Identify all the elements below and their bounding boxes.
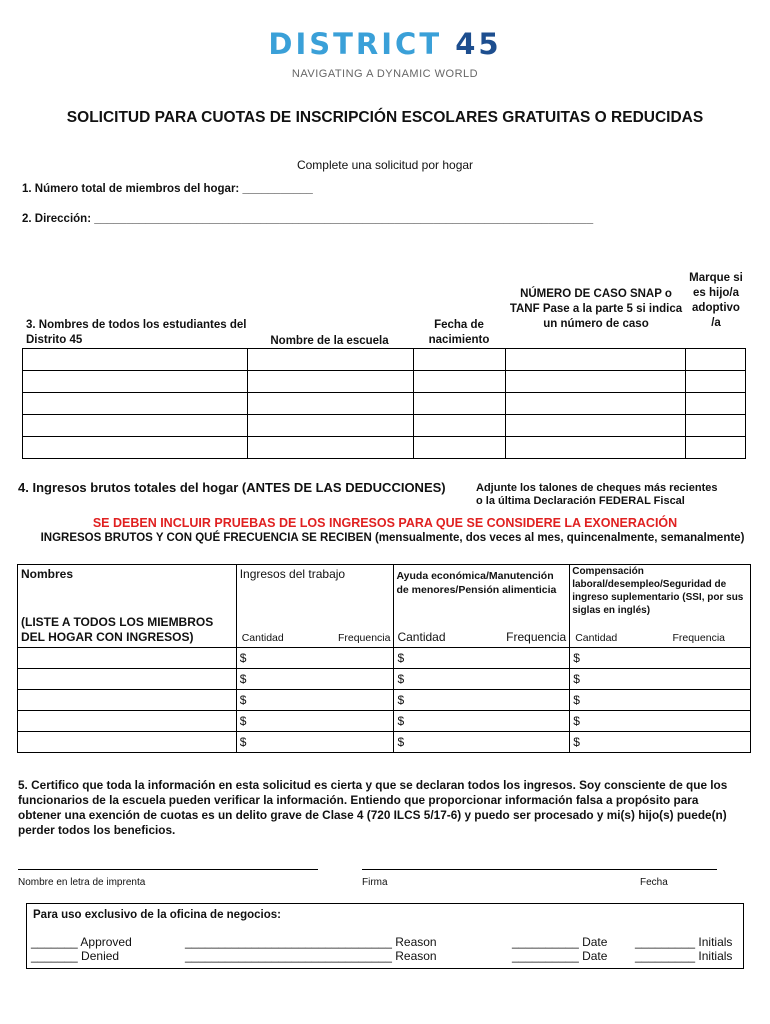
table-cell[interactable]	[686, 349, 746, 371]
table-row	[18, 690, 751, 711]
income-note-2: o la última Declaración FEDERAL Fiscal	[476, 495, 685, 507]
frequency-label: Frequencia	[672, 632, 725, 644]
reason-field-1[interactable]: _______________________________ Reason	[185, 935, 437, 949]
income-note-1: Adjunte los talones de cheques más recientes	[476, 482, 718, 494]
print-name-line[interactable]	[18, 869, 318, 870]
table-cell[interactable]	[686, 437, 746, 459]
income-table	[17, 564, 751, 753]
table-row	[18, 669, 751, 690]
col-list-label: (LISTE A TODOS LOS MIEMBROS DEL HOGAR CON INGRESOS)	[21, 615, 214, 644]
table-cell[interactable]	[686, 371, 746, 393]
table-cell[interactable]: $	[570, 690, 751, 711]
table-cell[interactable]	[247, 437, 414, 459]
table-cell[interactable]: $	[570, 732, 751, 753]
table-row	[23, 349, 746, 371]
address-field[interactable]: 2. Dirección: ______________________________________________________________________________	[22, 213, 594, 225]
students-header-school: Nombre de la escuela	[270, 335, 389, 347]
initials-field-1[interactable]: _________ Initials	[635, 935, 733, 949]
logo-text: DISTRICT	[268, 27, 443, 61]
table-cell[interactable]	[686, 393, 746, 415]
initials-field-2[interactable]: _________ Initials	[635, 949, 733, 963]
header-comp	[570, 565, 751, 648]
table-cell[interactable]	[18, 711, 237, 732]
students-table	[22, 348, 746, 459]
table-cell[interactable]	[247, 415, 414, 437]
district-logo	[0, 27, 770, 61]
date-field-2[interactable]: __________ Date	[512, 949, 608, 963]
date-label: Fecha	[640, 877, 668, 888]
certification-text: 5. Certifico que toda la información en esta solicitud es cierta y que se declaran todos los ingresos. Soy consciente de que los funcionarios de la escuela pueden verificar la información. Entiendo que proporcionar información falsa a propósito para obtener una exención de cuotas es un delito grave de Clase 4 (720 ILCS 5/17-6) y puedo ser procesado y mi(s) hijo(s) puede(n) perder todos los beneficios.	[18, 778, 728, 837]
table-cell[interactable]	[23, 415, 248, 437]
income-frequency-text: INGRESOS BRUTOS Y CON QUÉ FRECUENCIA SE RECIBEN (mensualmente, dos veces al mes, quincenalmente, semanalmente)	[40, 532, 745, 544]
table-cell[interactable]: $	[236, 711, 394, 732]
table-cell[interactable]	[414, 371, 506, 393]
students-header-foster: Marque si es hijo/a adoptivo /a	[689, 272, 743, 329]
page-title: SOLICITUD PARA CUOTAS DE INSCRIPCIÓN ESCOLARES GRATUITAS O REDUCIDAS	[66, 109, 704, 126]
students-header-names: 3. Nombres de todos los estudiantes del Distrito 45	[26, 319, 247, 346]
table-cell[interactable]: $	[570, 669, 751, 690]
table-cell[interactable]	[686, 415, 746, 437]
table-cell[interactable]	[506, 437, 686, 459]
proof-warning: SE DEBEN INCLUIR PRUEBAS DE LOS INGRESOS PARA QUE SE CONSIDERE LA EXONERACIÓN	[92, 516, 678, 530]
table-row	[18, 648, 751, 669]
table-row	[23, 415, 746, 437]
col-aid-label: Ayuda económica/Manutención de menores/Pensión alimenticia	[396, 570, 557, 596]
date-field-1[interactable]: __________ Date	[512, 935, 608, 949]
table-cell[interactable]: $	[394, 690, 570, 711]
amount-label: Cantidad	[397, 630, 446, 644]
students-header-snap: NÚMERO DE CASO SNAP o TANF Pase a la parte 5 si indica un número de caso	[509, 288, 683, 330]
table-row	[18, 711, 751, 732]
col-work-label: Ingresos del trabajo	[239, 567, 346, 581]
header-work	[236, 565, 394, 648]
table-cell[interactable]: $	[394, 732, 570, 753]
table-cell[interactable]: $	[236, 669, 394, 690]
print-name-label: Nombre en letra de imprenta	[18, 877, 146, 888]
table-cell[interactable]	[414, 437, 506, 459]
signature-label: Firma	[362, 877, 388, 888]
table-row	[23, 437, 746, 459]
table-cell[interactable]	[506, 393, 686, 415]
table-cell[interactable]: $	[394, 669, 570, 690]
table-cell[interactable]	[247, 393, 414, 415]
table-cell[interactable]	[506, 371, 686, 393]
table-cell[interactable]: $	[394, 648, 570, 669]
office-use-box	[26, 903, 744, 969]
table-cell[interactable]	[23, 349, 248, 371]
office-use-label: Para uso exclusivo de la oficina de negocios:	[33, 909, 281, 921]
table-cell[interactable]: $	[394, 711, 570, 732]
table-cell[interactable]: $	[570, 648, 751, 669]
logo-tagline: NAVIGATING A DYNAMIC WORLD	[291, 68, 479, 80]
reason-field-2[interactable]: _______________________________ Reason	[185, 949, 437, 963]
signature-line[interactable]	[362, 869, 717, 870]
logo-number: 45	[455, 27, 502, 61]
col-names-label: Nombres	[21, 567, 74, 581]
table-cell[interactable]	[414, 393, 506, 415]
header-aid	[394, 565, 570, 648]
frequency-label: Frequencia	[337, 632, 391, 644]
approved-field[interactable]: _______ Approved	[31, 935, 132, 949]
table-cell[interactable]	[247, 371, 414, 393]
header-names	[18, 565, 237, 648]
table-cell[interactable]: $	[570, 711, 751, 732]
amount-label: Cantidad	[241, 632, 284, 644]
table-cell[interactable]	[18, 648, 237, 669]
table-cell[interactable]	[506, 415, 686, 437]
page-subtitle: Complete una solicitud por hogar	[296, 158, 474, 172]
income-heading: 4. Ingresos brutos totales del hogar (ANTES DE LAS DEDUCCIONES)	[18, 480, 446, 495]
denied-field[interactable]: _______ Denied	[31, 949, 120, 963]
frequency-label: Frequencia	[506, 630, 567, 644]
table-cell[interactable]	[414, 415, 506, 437]
table-cell[interactable]: $	[236, 690, 394, 711]
students-header-birthdate: Fecha de nacimiento	[428, 319, 490, 346]
table-cell[interactable]	[18, 669, 237, 690]
table-cell[interactable]	[506, 349, 686, 371]
table-cell[interactable]	[414, 349, 506, 371]
household-members-field[interactable]: 1. Número total de miembros del hogar: ___________	[22, 183, 313, 195]
col-comp-label: Compensación laboral/desempleo/Seguridad de ingreso suplementario (SSI, por sus siglas en inglés)	[572, 566, 744, 616]
table-cell[interactable]	[23, 371, 248, 393]
table-cell[interactable]	[23, 437, 248, 459]
table-cell[interactable]: $	[236, 648, 394, 669]
table-cell[interactable]	[18, 732, 237, 753]
table-header-row	[18, 565, 751, 648]
table-cell[interactable]: $	[236, 732, 394, 753]
table-cell[interactable]	[18, 690, 237, 711]
table-row	[23, 371, 746, 393]
table-cell[interactable]	[23, 393, 248, 415]
table-row	[23, 393, 746, 415]
table-cell[interactable]	[247, 349, 414, 371]
amount-label: Cantidad	[575, 632, 618, 644]
table-row	[18, 732, 751, 753]
